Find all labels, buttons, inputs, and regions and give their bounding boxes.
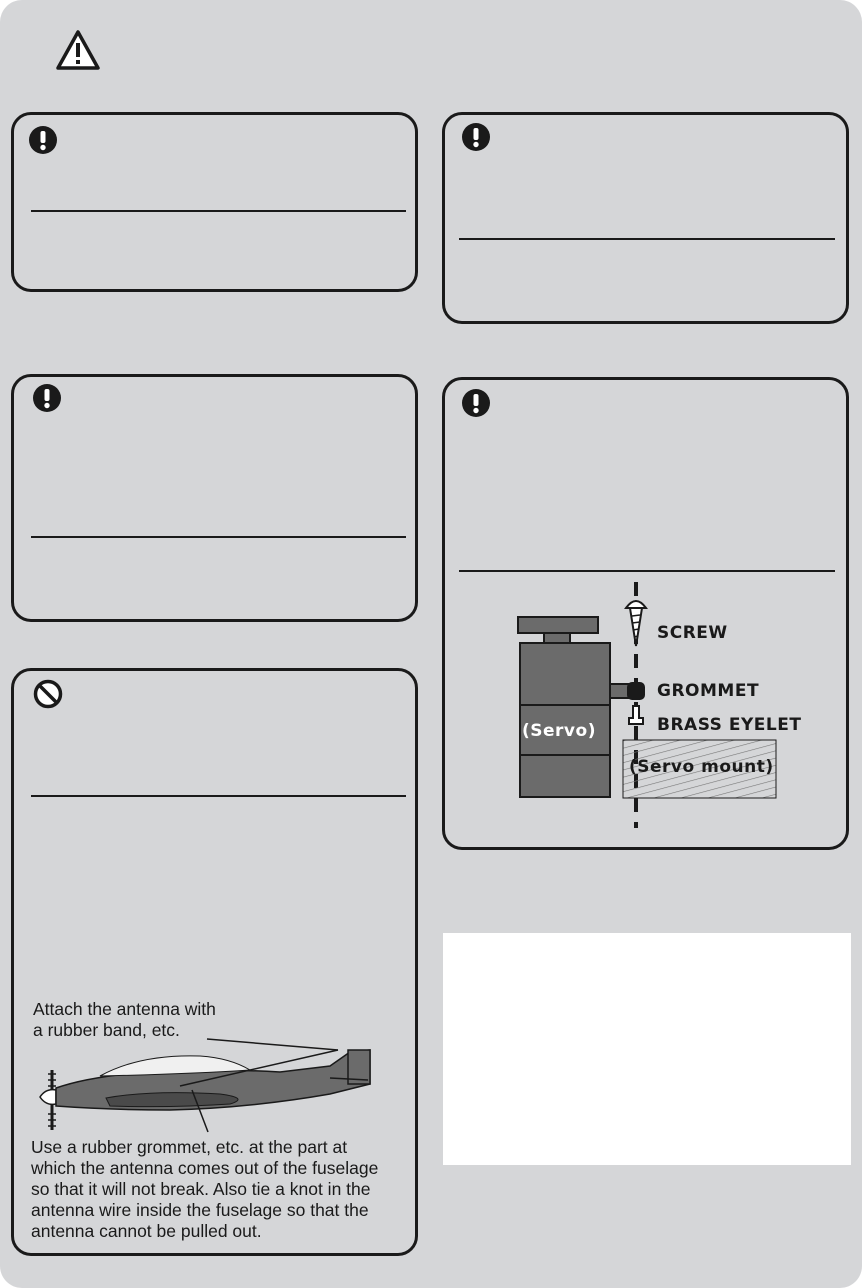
- antenna-bottom-caption-line1: Use a rubber grommet, etc. at the part at: [31, 1137, 348, 1157]
- antenna-bottom-caption-line5: antenna cannot be pulled out.: [31, 1221, 262, 1241]
- separator-line: [31, 210, 406, 212]
- grommet-label: GROMMET: [657, 681, 760, 701]
- prohibited-circle-icon: [33, 679, 63, 709]
- exclamation-circle-icon: [32, 383, 62, 413]
- blank-note-panel: [443, 933, 851, 1165]
- antenna-top-caption-line1: Attach the antenna with: [33, 999, 216, 1019]
- separator-line: [459, 570, 835, 572]
- exclamation-circle-icon: [461, 388, 491, 418]
- brass-eyelet-label: BRASS EYELET: [657, 715, 802, 735]
- screw-label: SCREW: [657, 623, 728, 643]
- servo-mount-diagram: [512, 582, 812, 832]
- exclamation-circle-icon: [461, 122, 491, 152]
- antenna-bottom-caption-line3: so that it will not break. Also tie a knot in the: [31, 1179, 371, 1199]
- antenna-top-caption-line2: a rubber band, etc.: [33, 1020, 180, 1040]
- separator-line: [31, 795, 406, 797]
- warning-triangle-icon: [55, 29, 101, 71]
- separator-line: [459, 238, 835, 240]
- servo-label: (Servo): [522, 721, 596, 741]
- servo-mount-label: (Servo mount): [629, 757, 774, 777]
- caution-box-3: [11, 374, 418, 622]
- antenna-bottom-caption-line2: which the antenna comes out of the fuselage: [31, 1158, 379, 1178]
- caution-box-1: [11, 112, 418, 292]
- exclamation-circle-icon: [28, 125, 58, 155]
- separator-line: [31, 536, 406, 538]
- antenna-bottom-caption-line4: antenna wire inside the fuselage so that the: [31, 1200, 369, 1220]
- airplane-antenna-illustration: [30, 1028, 390, 1138]
- caution-box-2: [442, 112, 849, 324]
